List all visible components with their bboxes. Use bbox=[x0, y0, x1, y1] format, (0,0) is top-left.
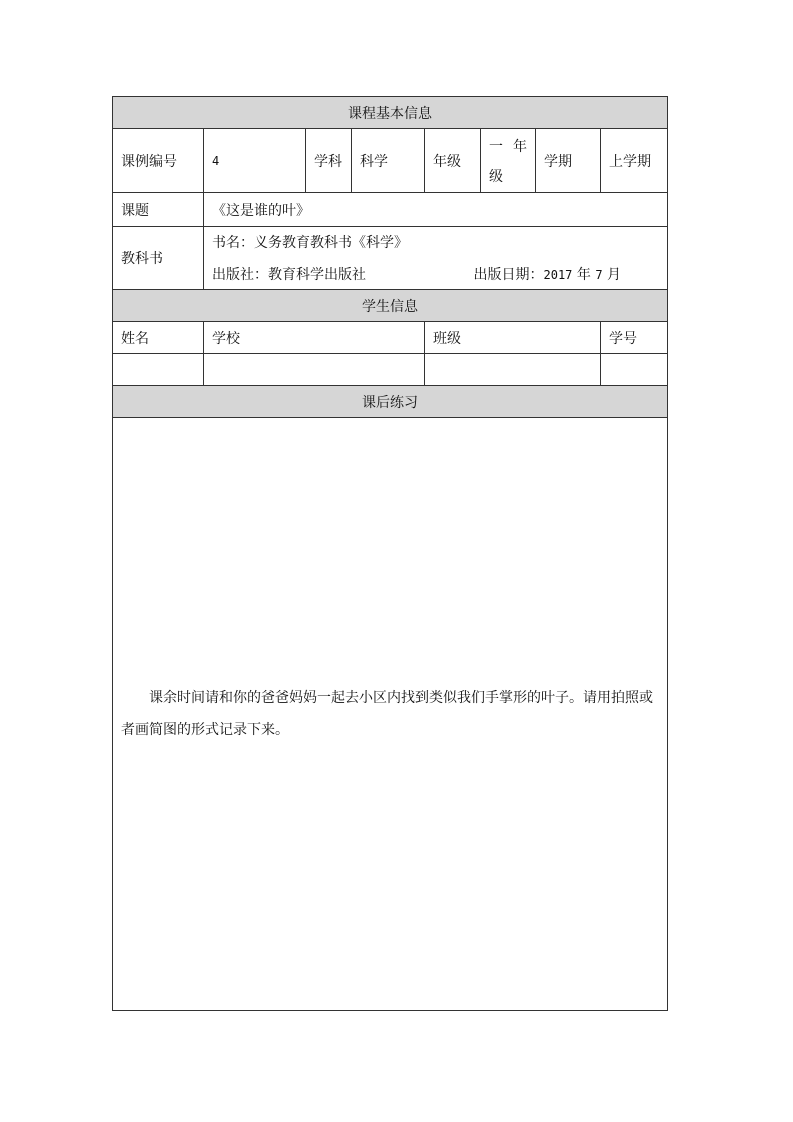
pub-date bbox=[474, 264, 622, 284]
class-field[interactable] bbox=[425, 354, 601, 386]
school-field[interactable] bbox=[204, 354, 425, 386]
case-no-label: 课例编号 bbox=[113, 129, 204, 193]
exercise-header: 课后练习 bbox=[113, 386, 668, 418]
lesson-table bbox=[112, 96, 668, 1011]
id-label: 学号 bbox=[601, 322, 668, 354]
basic-info-header: 课程基本信息 bbox=[113, 97, 668, 129]
subject-label: 学科 bbox=[306, 129, 352, 193]
term-label: 学期 bbox=[536, 129, 601, 193]
grade-value bbox=[481, 129, 536, 193]
grade-label: 年级 bbox=[425, 129, 481, 193]
grade-value-bottom: 级 bbox=[489, 168, 503, 185]
case-no-value: 4 bbox=[204, 129, 306, 193]
grade-value-top-left: 一 bbox=[489, 138, 503, 155]
exercise-text: 课余时间请和你的爸爸妈妈一起去小区内找到类似我们手掌形的叶子。请用拍照或者画简图的形式记录下来。 bbox=[121, 690, 653, 738]
publisher: 出版社：教育科学出版社 bbox=[212, 267, 366, 283]
topic-label: 课题 bbox=[113, 193, 204, 227]
textbook-label: 教科书 bbox=[113, 227, 204, 290]
subject-value: 科学 bbox=[352, 129, 425, 193]
pub-date-year-unit: 年 bbox=[576, 267, 591, 283]
book-name: 书名：义务教育教科书《科学》 bbox=[212, 235, 408, 251]
id-field[interactable] bbox=[601, 354, 668, 386]
lesson-form bbox=[112, 96, 667, 1010]
term-value: 上学期 bbox=[601, 129, 668, 193]
topic-value: 《这是谁的叶》 bbox=[204, 193, 668, 227]
pub-date-month-unit: 月 bbox=[607, 267, 621, 283]
grade-value-top-right: 年 bbox=[513, 138, 527, 155]
pub-date-label: 出版日期： bbox=[473, 267, 544, 283]
class-label: 班级 bbox=[425, 322, 601, 354]
pub-date-month: 7 bbox=[595, 268, 603, 282]
name-label: 姓名 bbox=[113, 322, 204, 354]
school-label: 学校 bbox=[204, 322, 425, 354]
exercise-area[interactable] bbox=[113, 418, 668, 1011]
pub-date-year: 2017 bbox=[543, 268, 573, 282]
student-info-header: 学生信息 bbox=[113, 290, 668, 322]
name-field[interactable] bbox=[113, 354, 204, 386]
textbook-info bbox=[204, 227, 668, 290]
